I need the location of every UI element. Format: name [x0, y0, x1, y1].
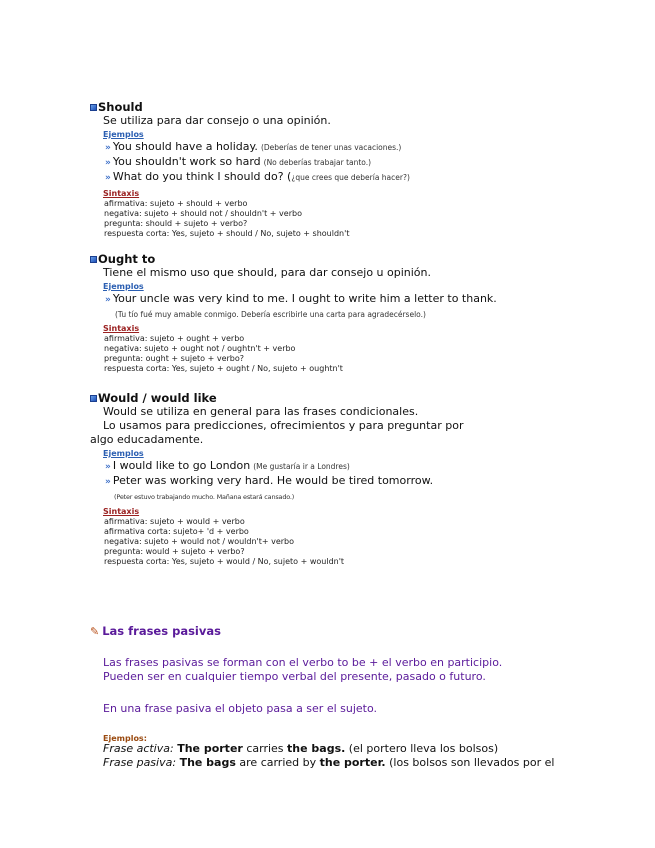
- syntax-line: respuesta corta: Yes, sujeto + should / No, sujeto + shouldn't: [104, 229, 350, 238]
- syntax-line: afirmativa: sujeto + should + verbo: [104, 199, 248, 208]
- ought-ejemplos-label: Ejemplos: [103, 282, 144, 291]
- syntax-line: afirmativa corta: sujeto+ 'd + verbo: [104, 527, 249, 536]
- frase-pasiva-line: Frase pasiva: The bags are carried by the porter. (los bolsos son llevados por el: [103, 756, 555, 769]
- ought-intro: Tiene el mismo uso que should, para dar consejo u opinión.: [103, 266, 432, 279]
- syntax-line: negativa: sujeto + would not / wouldn't+ verbo: [104, 537, 295, 546]
- would-translation: (Peter estuvo trabajando mucho. Mañana estará cansado.): [114, 493, 295, 501]
- arrow-bullet-icon: »: [105, 173, 111, 183]
- pasivas-ejemplos-label: Ejemplos:: [103, 734, 147, 743]
- should-sintaxis-label: Sintaxis: [103, 189, 140, 198]
- syntax-line: afirmativa: sujeto + would + verbo: [104, 517, 245, 526]
- should-ejemplos-label: Ejemplos: [103, 130, 144, 139]
- arrow-bullet-icon: »: [105, 158, 111, 168]
- bullet-square-icon: [90, 395, 97, 402]
- syntax-line: pregunta: would + sujeto + verbo?: [104, 547, 245, 556]
- syntax-line: respuesta corta: Yes, sujeto + ought / No, sujeto + oughtn't: [104, 364, 343, 373]
- syntax-line: respuesta corta: Yes, sujeto + would / No, sujeto + wouldn't: [104, 557, 345, 566]
- pasivas-title: ✎ Las frases pasivas: [90, 624, 221, 638]
- pencil-icon: ✎: [90, 624, 100, 638]
- arrow-bullet-icon: »: [105, 143, 111, 153]
- pasivas-line-1: Las frases pasivas se forman con el verbo to be + el verbo en participio.: [103, 656, 503, 669]
- syntax-line: afirmativa: sujeto + ought + verbo: [104, 334, 245, 343]
- example-line: » What do you think I should do? ( ¿que crees que debería hacer?): [105, 170, 410, 183]
- example-line: » Peter was working very hard. He would be tired tomorrow.: [105, 474, 434, 487]
- section-should: [90, 100, 650, 239]
- would-intro-2: Lo usamos para predicciones, ofrecimientos y para preguntar por algo educadamente.: [90, 419, 464, 446]
- bullet-square-icon: [90, 256, 97, 263]
- syntax-line: pregunta: should + sujeto + verbo?: [104, 219, 248, 228]
- syntax-line: negativa: sujeto + ought not / oughtn't + verbo: [104, 344, 296, 353]
- ought-translation: (Tu tío fué muy amable conmigo. Debería escribirle una carta para agradecérselo.): [115, 310, 426, 319]
- arrow-bullet-icon: »: [105, 295, 111, 305]
- should-intro: Se utiliza para dar consejo o una opinión.: [103, 114, 331, 127]
- syntax-line: negativa: sujeto + should not / shouldn't + verbo: [104, 209, 302, 218]
- syntax-line: pregunta: ought + sujeto + verbo?: [104, 354, 245, 363]
- would-sintaxis-label: Sintaxis: [103, 507, 140, 516]
- pasivas-line-2: Pueden ser en cualquier tiempo verbal del presente, pasado o futuro.: [103, 670, 486, 683]
- arrow-bullet-icon: »: [105, 477, 111, 487]
- example-line: » I would like to go London (Me gustaría ir a Londres): [105, 459, 350, 472]
- pasivas-line-3: En una frase pasiva el objeto pasa a ser el sujeto.: [103, 702, 378, 715]
- should-heading: Should: [90, 100, 650, 114]
- example-line: » You shouldn't work so hard (No deberías trabajar tanto.): [105, 155, 372, 168]
- bullet-square-icon: [90, 104, 97, 111]
- section-ought-to: [90, 252, 650, 374]
- example-line: » You should have a holiday. (Deberías de tener unas vacaciones.): [105, 140, 402, 153]
- frase-activa-line: Frase activa: The porter carries the bags. (el portero lleva los bolsos): [103, 742, 499, 755]
- example-line: » Your uncle was very kind to me. I ought to write him a letter to thank.: [105, 292, 497, 305]
- ought-sintaxis-label: Sintaxis: [103, 324, 140, 333]
- arrow-bullet-icon: »: [105, 462, 111, 472]
- section-would: [90, 391, 650, 567]
- would-intro-1: Would se utiliza en general para las frases condicionales.: [103, 405, 419, 418]
- ought-heading: Ought to: [90, 252, 650, 266]
- would-heading: Would / would like: [90, 391, 650, 405]
- would-ejemplos-label: Ejemplos: [103, 449, 144, 458]
